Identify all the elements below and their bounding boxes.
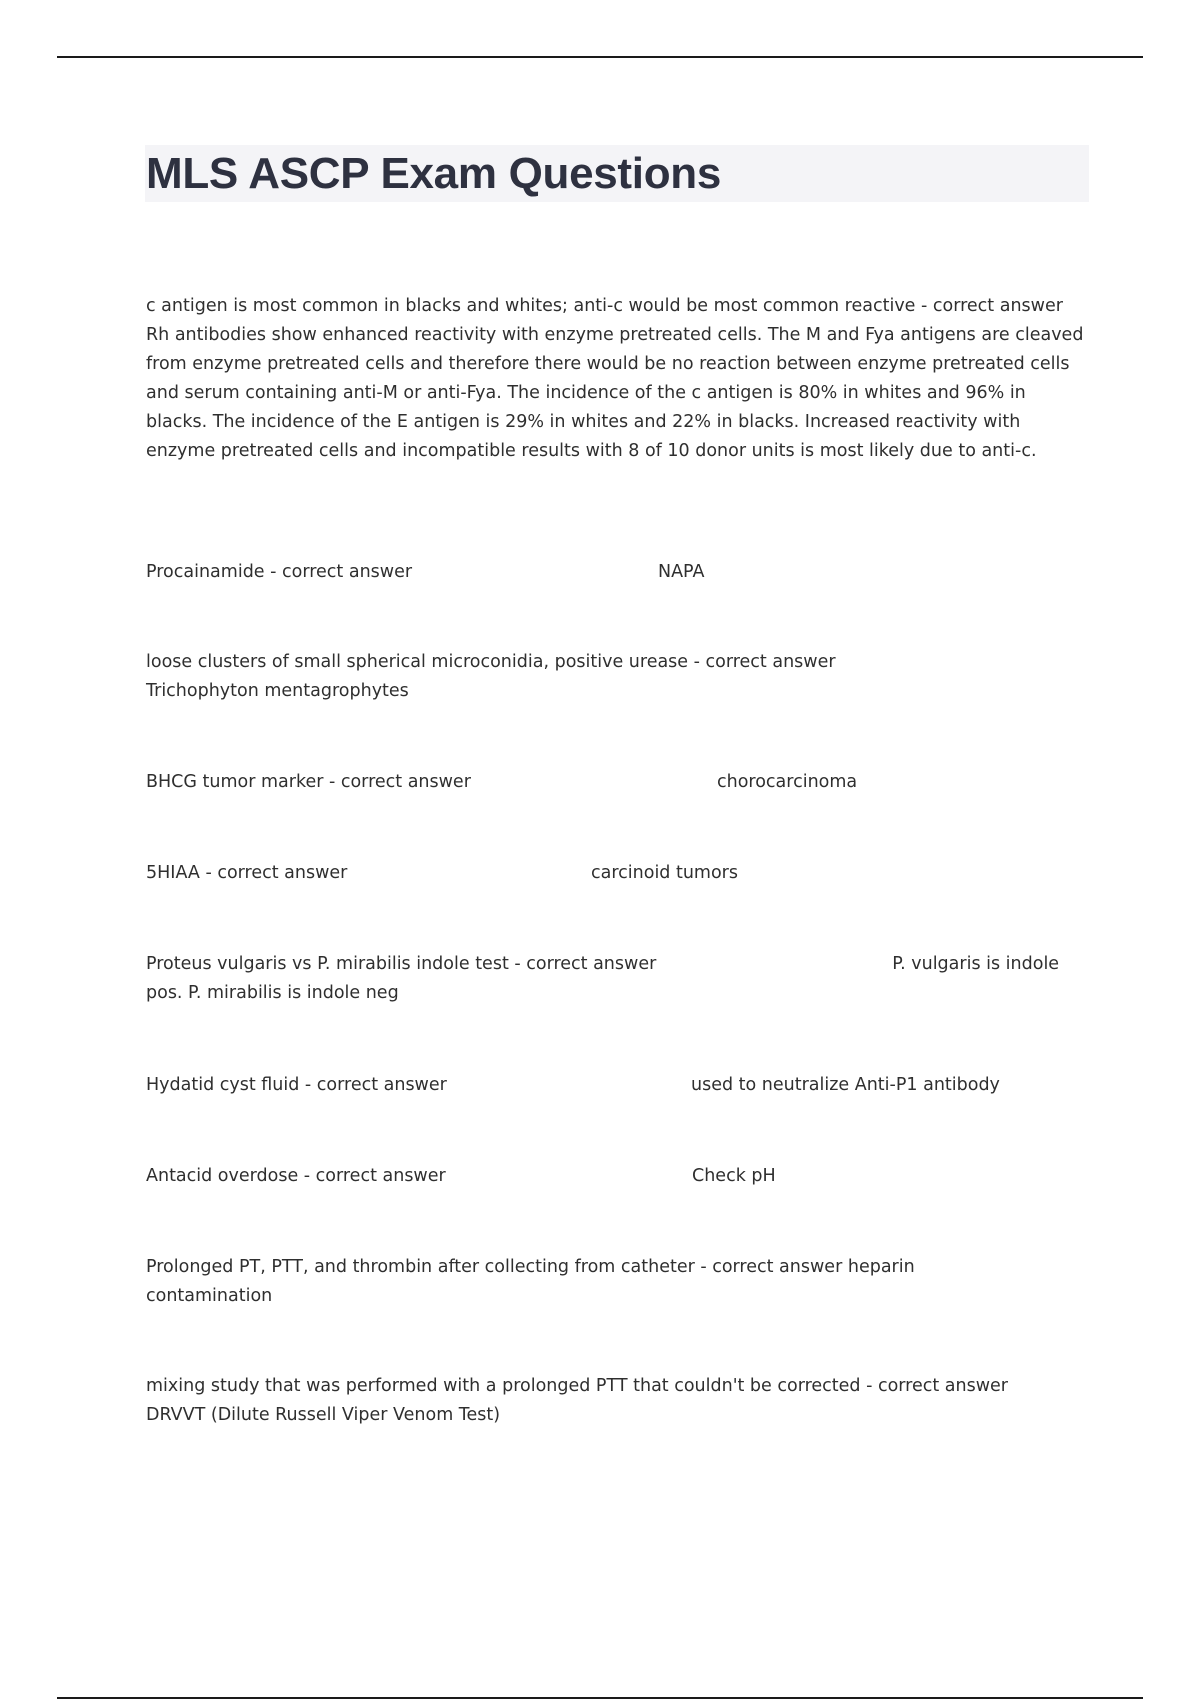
answer-text: Rh antibodies show enhanced reactivity with enzyme pretreated cells. The M and Fya antigens are cleaved from enzyme pretreated cells and therefore there would be no reaction between enzyme pretreated cells and serum containing anti-M or anti-Fya. The incidence of the c antigen is 80% in whites and 96% in blacks. The incidence of the E antigen is 29% in whites and 22% in blacks. Increased reactivity with enzyme pretreated cells and incompatible results with 8 of 10 donor units is most likely due to anti-c. [146,325,1084,461]
qa-card-7 [146,1071,1088,1100]
answer-text: used to neutralize Anti-P1 antibody [691,1075,1000,1095]
qa-card-2 [146,558,1088,587]
question-text: Procainamide - correct answer [146,562,413,582]
answer-text: P. vulgaris is indole pos. P. mirabilis is indole neg [146,954,1060,1003]
qa-card-1 [146,292,1088,466]
answer-text: NAPA [658,562,705,582]
answer-text: DRVVT (Dilute Russell Viper Venom Test) [146,1405,501,1425]
qa-card-4 [146,768,1088,797]
question-text: BHCG tumor marker - correct answer [146,772,471,792]
question-text: Proteus vulgaris vs P. mirabilis indole test - correct answer [146,954,657,974]
answer-text: chorocarcinoma [717,772,858,792]
qa-card-10 [146,1372,1046,1430]
footer-rule [57,1697,1143,1699]
question-text: Hydatid cyst fluid - correct answer [146,1075,447,1095]
question-text: Antacid overdose - correct answer [146,1166,446,1186]
page-title: MLS ASCP Exam Questions [146,149,722,198]
question-text: c antigen is most common in blacks and whites; anti-c would be most common reactive - correct answer [146,296,1063,316]
answer-text: Trichophyton mentagrophytes [146,681,409,701]
qa-card-5 [146,859,1088,888]
qa-card-3 [146,648,906,706]
question-text: loose clusters of small spherical microconidia, positive urease - correct answer [146,652,836,672]
question-text: 5HIAA - correct answer [146,863,348,883]
question-text: mixing study that was performed with a prolonged PTT that couldn't be corrected - correct answer [146,1376,1009,1396]
qa-card-8 [146,1162,1088,1191]
qa-card-6 [146,950,1088,1008]
header-rule [57,56,1143,58]
qa-card-9 [146,1253,936,1311]
answer-text: carcinoid tumors [591,863,738,883]
answer-text: heparin contamination [146,1257,915,1306]
answer-text: Check pH [692,1166,776,1186]
question-text: Prolonged PT, PTT, and thrombin after collecting from catheter - correct answer [146,1257,843,1277]
